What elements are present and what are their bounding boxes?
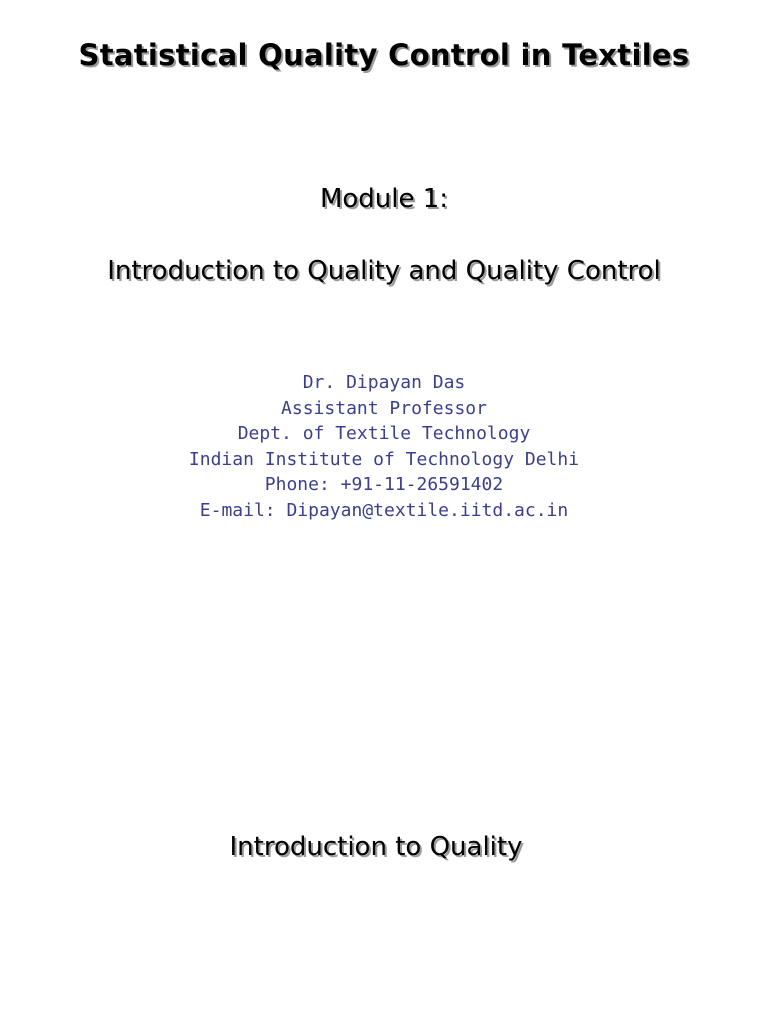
module-label: Module 1: <box>319 184 449 214</box>
author-info <box>0 370 768 523</box>
author-institute: Indian Institute of Technology Delhi <box>188 448 580 470</box>
module-title: Introduction to Quality and Quality Control <box>107 256 661 286</box>
author-position: Assistant Professor <box>281 397 487 419</box>
author-name: Dr. Dipayan Das <box>302 372 466 393</box>
author-phone: Phone: +91-11-26591402 <box>264 474 504 495</box>
section-heading: Introduction to Quality <box>229 832 523 862</box>
author-email: E-mail: Dipayan@textile.iitd.ac.in <box>199 499 569 521</box>
document-title: Statistical Quality Control in Textiles <box>78 38 690 72</box>
author-department: Dept. of Textile Technology <box>237 423 531 444</box>
